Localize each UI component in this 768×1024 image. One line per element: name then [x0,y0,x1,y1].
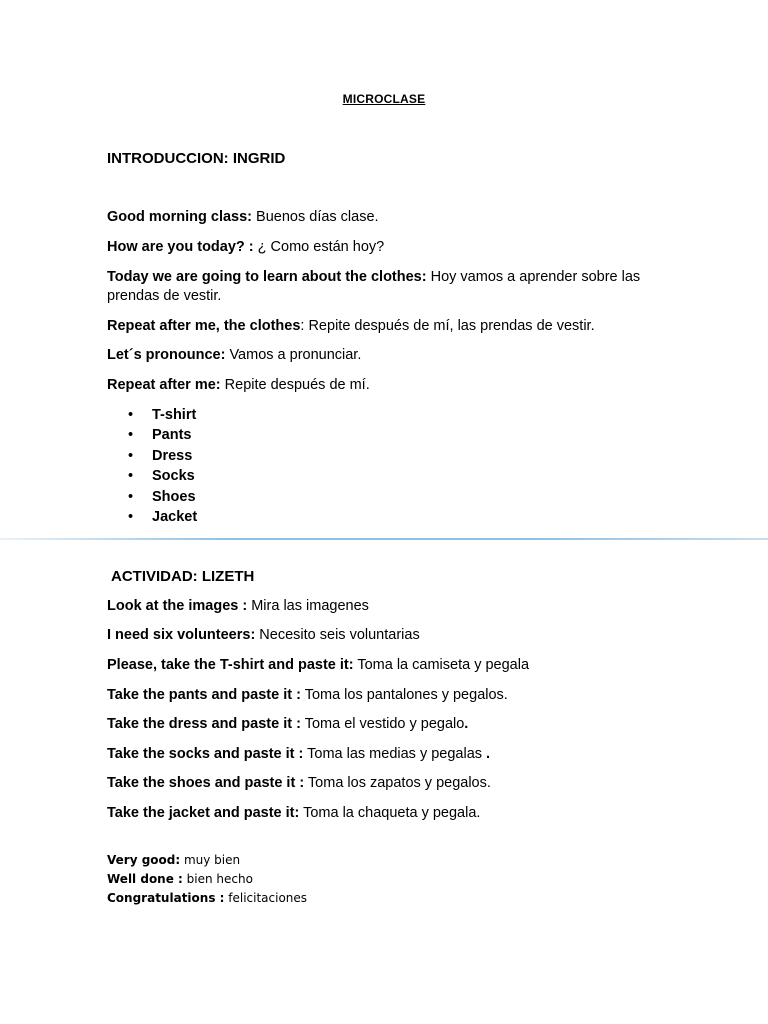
activity-heading: ACTIVIDAD: LIZETH [111,568,255,585]
closing-line: Very good: muy bien [107,853,241,867]
list-item: • Pants [128,425,197,445]
activity-line: Please, take the T-shirt and paste it: Toma la camiseta y pegala [107,657,530,673]
closing-line: Congratulations : felicitaciones [107,891,308,905]
list-item: • Socks [128,466,197,486]
intro-line: Let´s pronounce: Vamos a pronunciar. [107,347,362,363]
list-item: • T-shirt [128,405,197,425]
list-item: • Shoes [128,487,197,507]
intro-line: Repeat after me: Repite después de mí. [107,377,370,393]
closing-line: Well done : bien hecho [107,872,253,886]
list-item: • Jacket [128,507,197,527]
activity-line: Take the jacket and paste it: Toma la chaqueta y pegala. [107,805,481,821]
activity-line: Take the shoes and paste it : Toma los zapatos y pegalos. [107,775,491,791]
intro-line: Good morning class: Buenos días clase. [107,209,379,225]
intro-line: How are you today? : ¿ Como están hoy? [107,239,385,255]
section-divider [0,538,768,540]
intro-line: Repeat after me, the clothes: Repite después de mí, las prendas de vestir. [107,318,595,334]
document-title: MICROCLASE [342,92,426,106]
intro-line: Today we are going to learn about the clothes: Hoy vamos a aprender sobre las prendas de vestir. [107,269,641,304]
activity-line: Take the dress and paste it : Toma el vestido y pegalo. [107,716,469,732]
clothes-list [128,405,197,527]
activity-line: Take the socks and paste it : Toma las medias y pegalas . [107,746,491,762]
activity-line: Take the pants and paste it : Toma los pantalones y pegalos. [107,687,508,703]
activity-line: Look at the images : Mira las imagenes [107,598,369,614]
intro-heading: INTRODUCCION: INGRID [107,150,286,167]
activity-line: I need six volunteers: Necesito seis voluntarias [107,627,420,643]
list-item: • Dress [128,446,197,466]
